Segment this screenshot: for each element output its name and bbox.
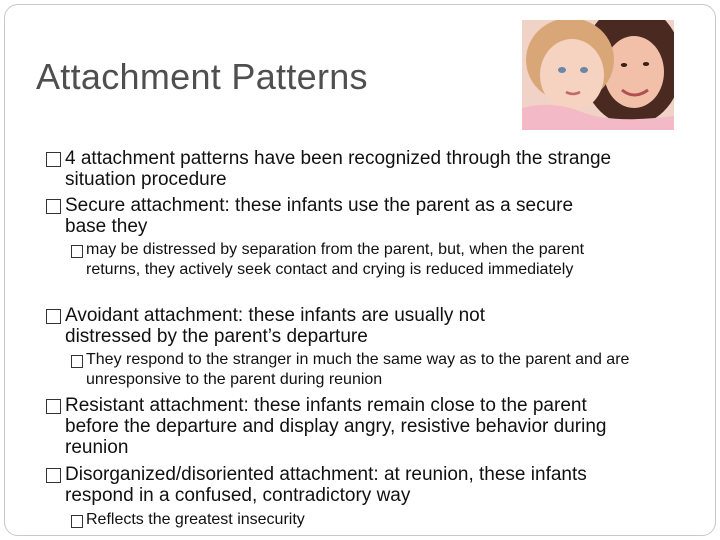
bullet-text: Reflects the greatest insecurity xyxy=(86,511,305,528)
checkbox-bullet-icon xyxy=(71,355,83,368)
checkbox-bullet-icon xyxy=(46,199,61,214)
bullet-text: Avoidant attachment: these infants are usually not distressed by the parent’s departure xyxy=(65,305,486,347)
checkbox-bullet-icon xyxy=(46,468,61,483)
bullet-item xyxy=(65,464,625,506)
bullet-item xyxy=(65,195,595,237)
bullet-text: Disorganized/disoriented attachment: at reunion, these infants respond in a confused, contradictory way xyxy=(65,464,587,506)
bullet-item xyxy=(65,305,575,347)
bullet-item xyxy=(65,395,625,458)
bullet-text: may be distressed by separation from the parent, but, when the parent returns, they actively seek contact and crying is reduced immediately xyxy=(86,241,585,278)
sub-bullet-item xyxy=(86,510,606,530)
bullet-text: Secure attachment: these infants use the parent as a secure base they xyxy=(65,195,574,237)
checkbox-bullet-icon xyxy=(71,245,83,258)
checkbox-bullet-icon xyxy=(46,309,61,324)
sub-bullet-item xyxy=(86,350,646,390)
bullet-text: They respond to the stranger in much the same way as to the parent and are unresponsive to the parent during reunion xyxy=(86,351,630,388)
checkbox-bullet-icon xyxy=(46,152,61,167)
bullet-item xyxy=(65,148,630,190)
checkbox-bullet-icon xyxy=(71,515,83,528)
bullet-text: 4 attachment patterns have been recognized through the strange situation procedure xyxy=(65,148,612,190)
sub-bullet-item xyxy=(86,240,626,280)
bullet-text: Resistant attachment: these infants remain close to the parent before the departure and display angry, resistive behavior during reunion xyxy=(65,395,607,458)
checkbox-bullet-icon xyxy=(46,399,61,414)
slide-title: Attachment Patterns xyxy=(36,56,368,97)
